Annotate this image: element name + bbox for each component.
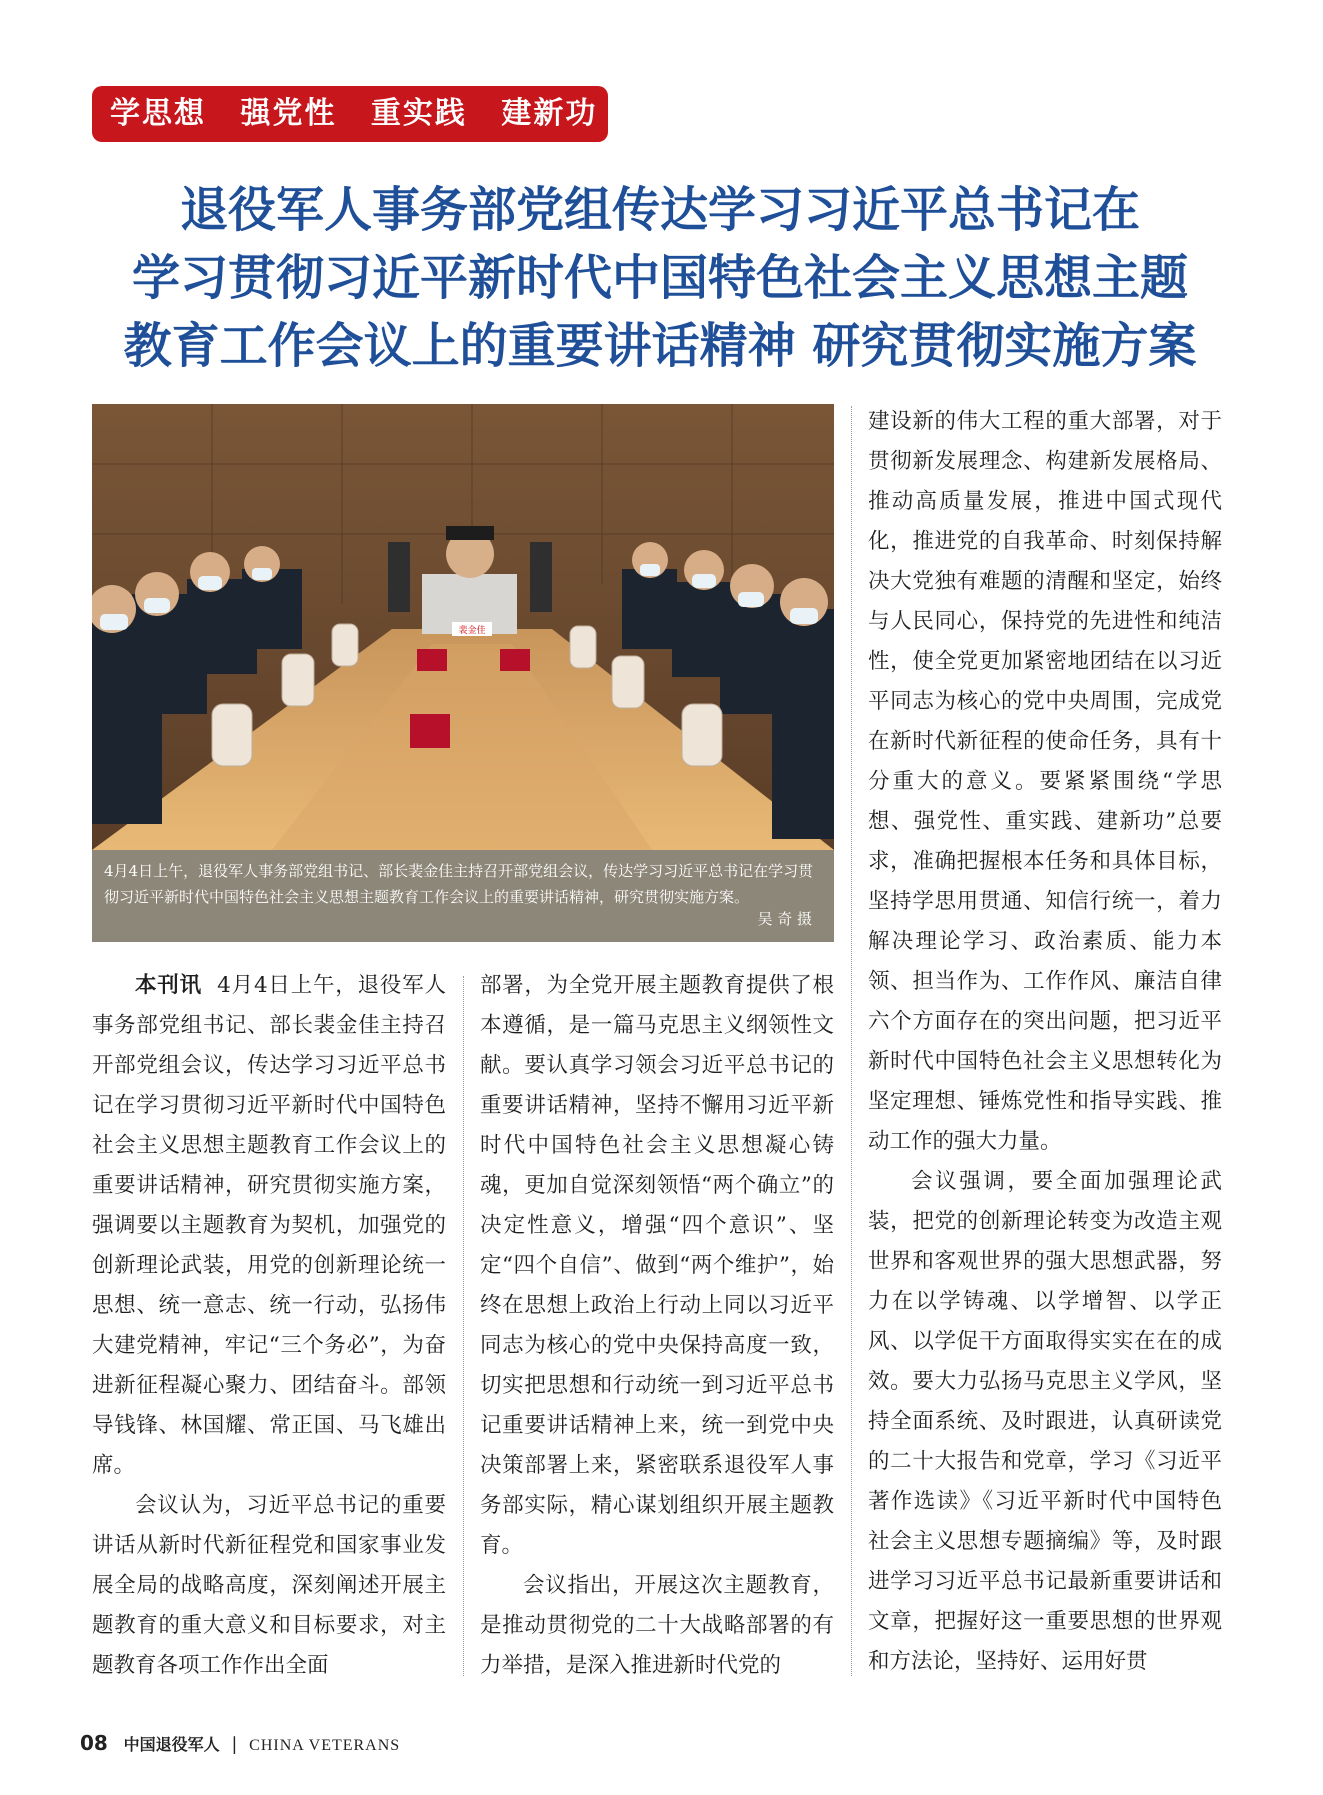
- article-column-1: [92, 966, 446, 1686]
- paragraph: 会议指出，开展这次主题教育，是推动贯彻党的二十大战略部署的有力举措，是深入推进新时代党的: [480, 1573, 834, 1678]
- page-footer: [80, 1728, 400, 1758]
- paragraph: 部署，为全党开展主题教育提供了根本遵循，是一篇马克思主义纲领性文献。要认真学习领会习近平总书记的重要讲话精神，坚持不懈用习近平新时代中国特色社会主义思想凝心铸魂，更加自觉深刻领悟“两个确立”的决定性意义，增强“四个意识”、坚定“四个自信”、做到“两个维护”，始终在思想上政治上行动上同以习近平同志为核心的党中央保持高度一致，切实把思想和行动统一到习近平总书记重要讲话精神上来，统一到党中央决策部署上来，紧密联系退役军人事务部实际，精心谋划组织开展主题教育。: [480, 973, 834, 1558]
- paragraph: 会议强调，要全面加强理论武装，把党的创新理论转变为改造主观世界和客观世界的强大思想武器，努力在以学铸魂、以学增智、以学正风、以学促干方面取得实实在在的成效。要大力弘扬马克思主义学风，坚持全面系统、及时跟进，认真研读党的二十大报告和党章，学习《习近平著作选读》《习近平新时代中国特色社会主义思想专题摘编》等，及时跟进学习习近平总书记最新重要讲话和文章，把握好这一重要思想的世界观和方法论，坚持好、运用好贯: [868, 1169, 1222, 1674]
- headline-line-1: 退役军人事务部党组传达学习习近平总书记在: [179, 182, 1140, 238]
- nameplate: 裴金佳: [458, 626, 486, 636]
- article-column-2: [480, 966, 834, 1686]
- column-divider: [463, 976, 464, 1676]
- magazine-name: 中国退役军人: [123, 1735, 220, 1754]
- column-divider: [851, 406, 852, 1676]
- paragraph: 建设新的伟大工程的重大部署，对于贯彻新发展理念、构建新发展格局、推动高质量发展，推进中国式现代化，推进党的自我革命、时刻保持解决大党独有难题的清醒和坚定，始终与人民同心，保持党的先进性和纯洁性，使全党更加紧密地团结在以习近平同志为核心的党中央周围，完成党在新时代新征程的使命任务，具有十分重大的意义。要紧紧围绕“学思想、强党性、重实践、建新功”总要求，准确把握根本任务和具体目标，坚持学思用贯通、知信行统一，着力解决理论学习、政治素质、能力本领、担当作为、工作作风、廉洁自律六个方面存在的突出问题，把习近平新时代中国特色社会主义思想转化为坚定理想、锤炼党性和指导实践、推动工作的强大力量。: [868, 409, 1222, 1154]
- article-column-3: [868, 402, 1222, 1686]
- section-banner: 学思想 强党性 重实践 建新功: [92, 86, 608, 142]
- headline-line-2: 学习贯彻习近平新时代中国特色社会主义思想主题: [131, 250, 1188, 306]
- lead-label: 本刊讯: [135, 973, 202, 998]
- paragraph: 会议认为，习近平总书记的重要讲话从新时代新征程党和国家事业发展全局的战略高度，深刻阐述开展主题教育的重大意义和目标要求，对主题教育各项工作作出全面: [92, 1493, 446, 1678]
- headline-line-3: 教育工作会议上的重要讲话精神 研究贯彻实施方案: [123, 318, 1197, 374]
- magazine-english-name: CHINA VETERANS: [249, 1737, 401, 1754]
- meeting-photo: [92, 404, 834, 850]
- page-number: 08: [80, 1731, 108, 1755]
- caption-text: 4月4日上午，退役军人事务部党组书记、部长裴金佳主持召开部党组会议，传达学习习近平总书记在学习贯彻习近平新时代中国特色社会主义思想主题教育工作会议上的重要讲话精神，研究贯彻实施方案。: [104, 862, 814, 906]
- photo-credit: 吴 奇 摄: [757, 910, 812, 928]
- footer-separator: |: [231, 1734, 238, 1755]
- paragraph-text: 4月4日上午，退役军人事务部党组书记、部长裴金佳主持召开部党组会议，传达学习习近平总书记在学习贯彻习近平新时代中国特色社会主义思想主题教育工作会议上的重要讲话精神，研究贯彻实施方案，强调要以主题教育为契机，加强党的创新理论武装，用党的创新理论统一思想、统一意志、统一行动，弘扬伟大建党精神，牢记“三个务必”，为奋进新征程凝心聚力、团结奋斗。部领导钱锋、林国耀、常正国、马飞雄出席。: [92, 973, 446, 1478]
- photo-caption: [92, 850, 834, 942]
- paragraph: [92, 966, 446, 1486]
